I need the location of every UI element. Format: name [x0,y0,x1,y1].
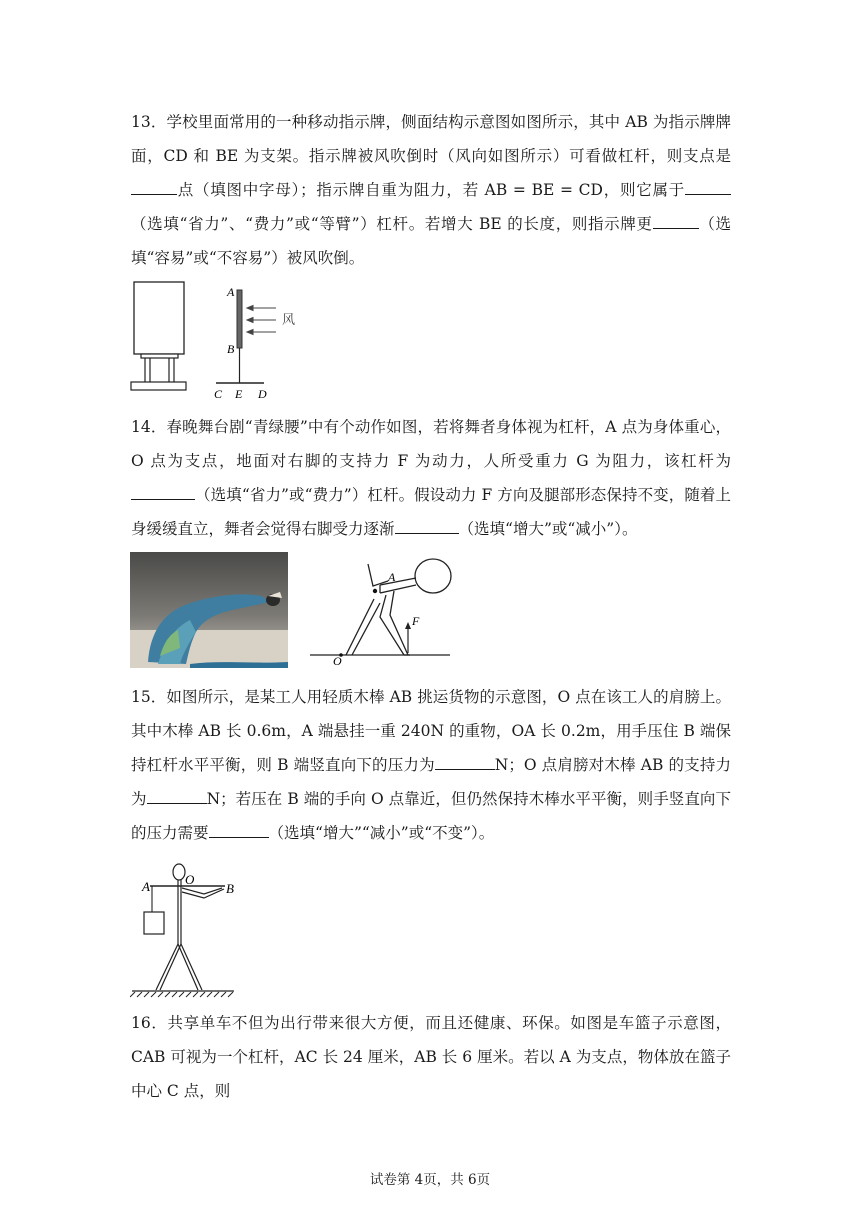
q13-label-E: E [235,387,243,400]
q15-text-4: （选填“增大”“减小”或“不变”）。 [268,824,495,842]
q15-blank-2[interactable] [147,785,207,804]
q13-label-B: B [227,342,235,356]
q13-text-2: 点（填图中字母）；指示牌自重为阻力，若 AB = BE = CD，则它属于 [177,181,685,199]
q15-text-1: 15．如图所示，是某工人用轻质木棒 AB 挑运货物的示意图，O 点在该工人的肩膀上。其中木棒 AB 长 0.6m，A 端悬挂一重 240N 的重物，OA 长 0.2m，用手压住 B 端保持杠杆水平平衡，则 B 端竖直向下的压力为 [131,688,731,774]
q15-figure-worker [130,852,242,998]
q15-blank-3[interactable] [209,819,269,838]
q14-label-A: A [388,570,396,584]
q13-label-C: C [214,387,223,400]
q14-text-2: （选填“省力”或“费力”）杠杆。假设动力 F 方向及腿部形态保持不变，随着上身缓缓直立，舞者会觉得右脚受力逐渐 [131,486,731,538]
q14-text-1: 14．春晚舞台剧“青绿腰”中有个动作如图，若将舞者身体视为杠杆，A 点为身体重心，O 点为支点，地面对右脚的支持力 F 为动力，人所受重力 G 为阻力，该杠杆为 [131,418,731,470]
wind-arrows [247,306,276,335]
q13-label-A: A [227,285,235,299]
q13-blank-1[interactable] [131,176,177,195]
page-footer: 试卷第 4页，共 6页 [369,1172,491,1188]
q13-blank-2[interactable] [685,176,731,195]
q13-blank-3[interactable] [653,210,699,229]
q14-dancer-photo [130,552,288,668]
q15-label-B: B [226,881,234,896]
q13-text-1: 13．学校里面常用的一种移动指示牌，侧面结构示意图如图所示，其中 AB 为指示牌牌面，CD 和 BE 为支架。指示牌被风吹倒时（风向如图所示）可看做杠杆，则支点是 [131,113,731,165]
question-15 [131,680,731,850]
q13-label-D: D [258,387,267,400]
q15-label-O: O [185,872,195,887]
question-16 [131,1006,731,1108]
question-13 [131,105,731,275]
q14-label-F: F [412,614,420,628]
q14-blank-2[interactable] [395,515,459,534]
q15-text-2: N；O 点肩膀对木棒 AB 的支持力为 [131,756,732,808]
q13-label-wind: 风 [282,312,296,327]
q16-text-1: 16．共享单车不但为出行带来很大方便，而且还健康、环保。如图是车篮子示意图，CAB 可视为一个杠杆，AC 长 24 厘米，AB 长 6 厘米。若以 A 为支点，物体放在篮子中心 C 点，则 [131,1014,731,1100]
q15-blank-1[interactable] [435,751,495,770]
q15-label-A: A [142,879,150,894]
q14-lever-diagram [308,555,453,667]
q14-label-O: O [333,654,342,667]
q13-figure-front [128,280,188,392]
q13-text-3: （选填“省力”、“费力”或“等臂”）杠杆。若增大 BE 的长度，则指示牌更 [131,215,653,233]
q13-text-4: （选填“容易”或“不容易”）被风吹倒。 [131,215,731,267]
q13-figure-side [210,280,310,400]
q15-text-3: N；若压在 B 端的手向 O 点靠近，但仍然保持木棒水平平衡，则手竖直向下的压力需要 [131,790,731,842]
question-14 [131,410,731,546]
q14-text-3: （选填“增大”或“减小”）。 [458,520,638,538]
q14-blank-1[interactable] [131,481,195,500]
